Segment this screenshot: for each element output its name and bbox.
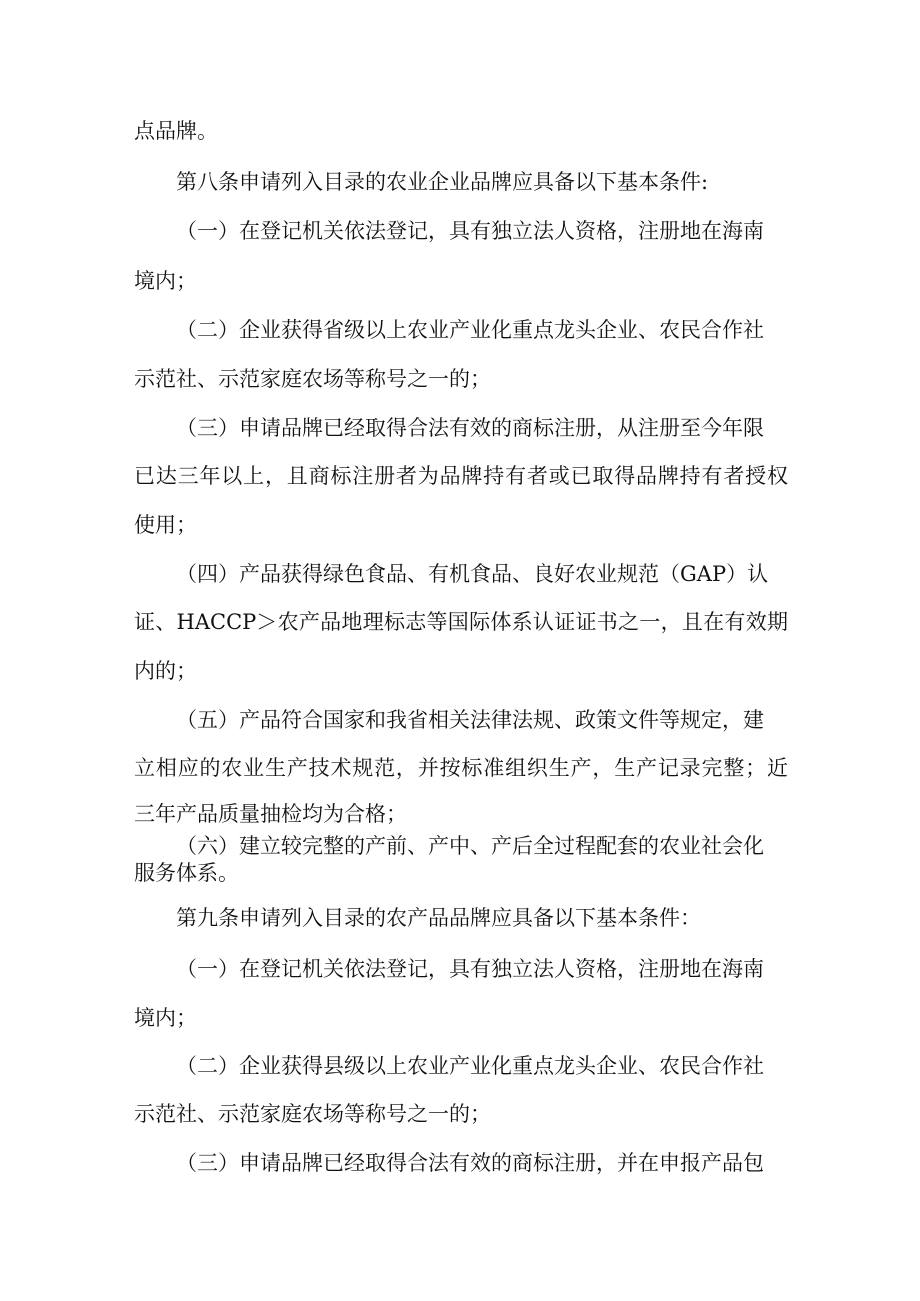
article-8-item-1-cont: 境内； <box>134 269 197 293</box>
article-8-heading: 第八条申请列入目录的农业企业品牌应具备以下基本条件: <box>176 170 709 194</box>
article-8-item-3-cont-2: 使用； <box>134 513 197 537</box>
article-9-item-1-cont: 境内； <box>134 1006 197 1030</box>
article-9-item-3: （三）申请品牌已经取得合法有效的商标注册，并在申报产品包 <box>176 1151 764 1175</box>
article-8-item-6: （六）建立较完整的产前、产中、产后全过程配套的农业社会化 <box>176 834 764 858</box>
article-8-item-3-cont: 已达三年以上，且商标注册者为品牌持有者或已取得品牌持有者授权 <box>134 464 788 488</box>
article-8-item-6-cont: 服务体系。 <box>134 861 239 885</box>
article-8-item-2: （二）企业获得省级以上农业产业化重点龙头企业、农民合作社 <box>176 318 764 342</box>
article-8-item-5-cont-2: 三年产品质量抽检均为合格； <box>134 802 407 826</box>
article-8-item-3: （三）申请品牌已经取得合法有效的商标注册，从注册至今年限 <box>176 416 764 440</box>
text-line-continuation: 点品牌。 <box>134 119 218 143</box>
article-8-item-2-cont: 示范社、示范家庭农场等称号之一的； <box>134 367 491 391</box>
article-8-item-4: （四）产品获得绿色食品、有机食品、良好农业规范（GAP）认 <box>176 562 769 586</box>
article-8-item-4-cont: 证、HACCP＞农产品地理标志等国际体系认证证书之一，且在有效期 <box>134 610 788 634</box>
article-9-item-2: （二）企业获得县级以上农业产业化重点龙头企业、农民合作社 <box>176 1054 764 1078</box>
article-9-item-1: （一）在登记机关依法登记，具有独立法人资格，注册地在海南 <box>176 957 764 981</box>
article-9-item-2-cont: 示范社、示范家庭农场等称号之一的； <box>134 1102 491 1126</box>
article-9-heading: 第九条申请列入目录的农产品品牌应具备以下基本条件： <box>176 906 701 930</box>
article-8-item-5: （五）产品符合国家和我省相关法律法规、政策文件等规定，建 <box>176 708 764 732</box>
article-8-item-1: （一）在登记机关依法登记，具有独立法人资格，注册地在海南 <box>176 219 764 243</box>
article-8-item-5-cont: 立相应的农业生产技术规范，并按标准组织生产，生产记录完整；近 <box>134 756 788 780</box>
article-8-item-4-cont-2: 内的； <box>134 659 197 683</box>
